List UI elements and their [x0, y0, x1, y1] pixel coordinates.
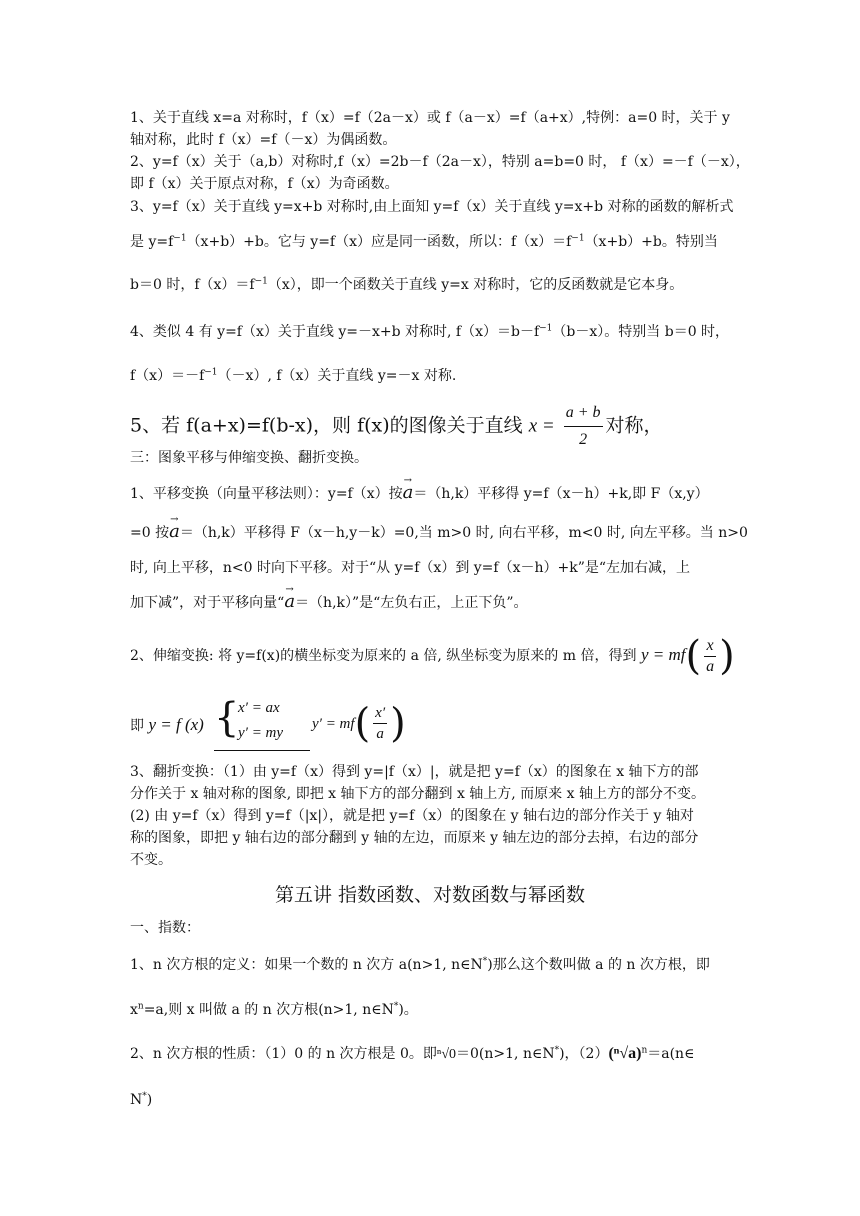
text-line: (2) 由 y=f（x）得到 y=f（|x|），就是把 y=f（x）的图象在 y 轴右边的部分作关于 y 轴对 — [130, 808, 694, 824]
fraction — [704, 636, 716, 677]
superscript: −1 — [571, 233, 585, 244]
text-line — [130, 232, 718, 252]
text-segment: ) — [146, 1092, 153, 1108]
section-heading: 一、指数： — [130, 920, 200, 936]
superscript: −1 — [204, 367, 218, 378]
text-segment: ＝（h,k）平移得 y=f（x－h）+k,即 F（x,y） — [413, 486, 709, 502]
text-segment: ＝0(n>1, n∈N — [456, 1046, 555, 1062]
text-segment: 是 y=f — [130, 234, 174, 250]
text-segment: ＝（h,k）平移得 F（x－h,y－k）=0,当 m>0 时, 向右平移，m<0 时, 向左平移。当 n>0 — [179, 525, 748, 541]
superscript: −1 — [173, 233, 187, 244]
fraction-denominator: a — [706, 657, 715, 675]
text-segment: 4、类似 4 有 y=f（x）关于直线 y=－x+b 对称时, f（x）＝b－f — [130, 324, 540, 340]
text-line: 3、y=f（x）关于直线 y=x+b 对称时,由上面知 y=f（x）关于直线 y=x+b 对称的函数的解析式 — [130, 199, 734, 215]
lecture-title: 第五讲 指数函数、对数函数与幂函数 — [274, 884, 586, 906]
text-line — [130, 955, 710, 975]
superscript: −1 — [539, 323, 553, 334]
text-line: 1、关于直线 x=a 对称时，f（x）=f（2a－x）或 f（a－x）=f（a+x）,特例：a=0 时，关于 y — [130, 110, 730, 126]
paren: ) — [719, 633, 735, 679]
text-line: 不变。 — [130, 852, 172, 868]
math-expr: y = f (x) — [148, 715, 204, 734]
section-heading: 三：图象平移与伸缩变换、翻折变换。 — [130, 450, 368, 466]
math-var: x = — [528, 415, 555, 437]
text-segment: =a,则 x 叫做 a 的 n 次方根(n>1, n∈N — [143, 1002, 394, 1018]
text-line — [130, 366, 456, 386]
fraction-denominator: a — [376, 726, 384, 742]
text-segment: 1、平移变换（向量平移法则）：y=f（x）按 — [130, 486, 403, 502]
text-segment: ＝a(n∈ — [647, 1046, 695, 1062]
paren: ( — [354, 700, 371, 747]
math-expr: y′ = mf — [312, 716, 355, 732]
text-segment: （x+b）+b。特别当 — [584, 234, 718, 250]
root-power: (ⁿ√a) — [608, 1045, 642, 1062]
text-line: 时, 向上平移，n<0 时向下平移。对于“从 y=f（x）到 y=f（x－h）+k”是“左加右减，上 — [130, 560, 691, 576]
text-line — [130, 522, 748, 543]
system-eq-1: x′ = ax — [238, 700, 280, 716]
text-line — [130, 483, 709, 504]
text-line: 3、翻折变换：（1）由 y=f（x）得到 y=|f（x）|，就是把 y=f（x）的图象在 x 轴下方的部 — [130, 764, 699, 780]
text-segment: b＝0 时，f（x）＝f — [130, 277, 255, 293]
text-line — [130, 630, 735, 680]
text-line — [130, 275, 683, 295]
superscript: * — [554, 1045, 560, 1056]
fraction-numerator: x′ — [373, 703, 387, 724]
text-segment: （x+b）+b。它与 y=f（x）应是同一函数，所以：f（x）＝f — [186, 234, 572, 250]
text-line — [130, 1090, 152, 1110]
text-segment: 对称， — [605, 414, 663, 437]
formula-line — [312, 696, 406, 750]
text-segment: 加下减”，对于平移向量“ — [130, 595, 285, 611]
text-line: 分作关于 x 轴对称的图象, 即把 x 轴下方的部分翻到 x 轴上方, 而原来 x 轴上方的部分不变。 — [130, 786, 705, 802]
superscript: −1 — [254, 276, 268, 287]
root-zero: ⁿ√0 — [436, 1047, 457, 1062]
superscript: n — [641, 1045, 648, 1056]
vector-a: → a — [284, 592, 295, 612]
text-segment: （x），即一个函数关于直线 y=x 对称时，它的反函数就是它本身。 — [267, 277, 684, 293]
text-line — [130, 592, 527, 613]
text-segment: 2、n 次方根的性质：（1）0 的 n 次方根是 0。即 — [130, 1046, 437, 1062]
brace: { — [214, 695, 240, 741]
transform-arrow — [214, 695, 310, 751]
text-segment: （－x）, f（x）关于直线 y=－x 对称. — [217, 368, 457, 384]
fraction-numerator: a + b — [564, 400, 603, 427]
text-segment: ＝（h,k）”是“左负右正，上正下负”。 — [295, 595, 528, 611]
superscript: * — [393, 1001, 399, 1012]
text-line: 即 f（x）关于原点对称，f（x）为奇函数。 — [130, 176, 399, 192]
text-segment: 1、n 次方根的定义：如果一个数的 n 次方 a(n>1, n∈N — [130, 957, 483, 973]
vector-a: → a — [169, 522, 180, 542]
fraction — [373, 703, 387, 744]
superscript: n — [137, 1001, 144, 1012]
superscript: * — [142, 1091, 147, 1102]
text-segment: )。 — [398, 1002, 418, 1018]
text-segment: f（x）＝－f — [130, 368, 205, 384]
text-line: 2、y=f（x）关于（a,b）对称时,f（x）=2b－f（2a－x），特别 a=b=0 时， f（x）=－f（－x）， — [130, 154, 750, 170]
text-segment: =0 按 — [130, 525, 170, 541]
vector-a: → a — [403, 483, 414, 503]
text-line — [130, 1000, 418, 1020]
system-eq-2: y′ = my — [238, 725, 284, 741]
fraction-numerator: x — [704, 636, 716, 657]
fraction-denominator: 2 — [579, 431, 588, 448]
formula-line — [130, 700, 204, 750]
text-segment: 2、伸缩变换: 将 y=f(x)的横坐标变为原来的 a 倍, 纵坐标变为原来的 m 倍，得到 — [130, 648, 637, 664]
text-line: 称的图象，即把 y 轴右边的部分翻到 y 轴的左边，而原来 y 轴左边的部分去掉，右边的部分 — [130, 830, 699, 846]
math-expr: y = mf — [640, 645, 686, 664]
text-line — [130, 322, 729, 342]
text-segment: 即 — [130, 718, 144, 734]
text-segment: )，（2） — [559, 1046, 609, 1062]
text-segment: （b－x）。特别当 b＝0 时， — [552, 324, 730, 340]
paren: ) — [390, 700, 406, 747]
formula-line — [130, 400, 663, 453]
text-segment: )那么这个数叫做 a 的 n 次方根，即 — [487, 957, 710, 973]
fraction — [564, 400, 603, 453]
text-segment: 5、若 f(a+x)=f(b-x)，则 f(x)的图像关于直线 — [130, 414, 523, 437]
text-segment: N — [130, 1092, 143, 1108]
superscript: * — [482, 956, 488, 967]
text-line — [130, 1044, 694, 1065]
text-line: 轴对称，此时 f（x）=f（－x）为偶函数。 — [130, 132, 397, 148]
paren: ( — [685, 633, 702, 679]
text-segment: x — [130, 1002, 138, 1018]
